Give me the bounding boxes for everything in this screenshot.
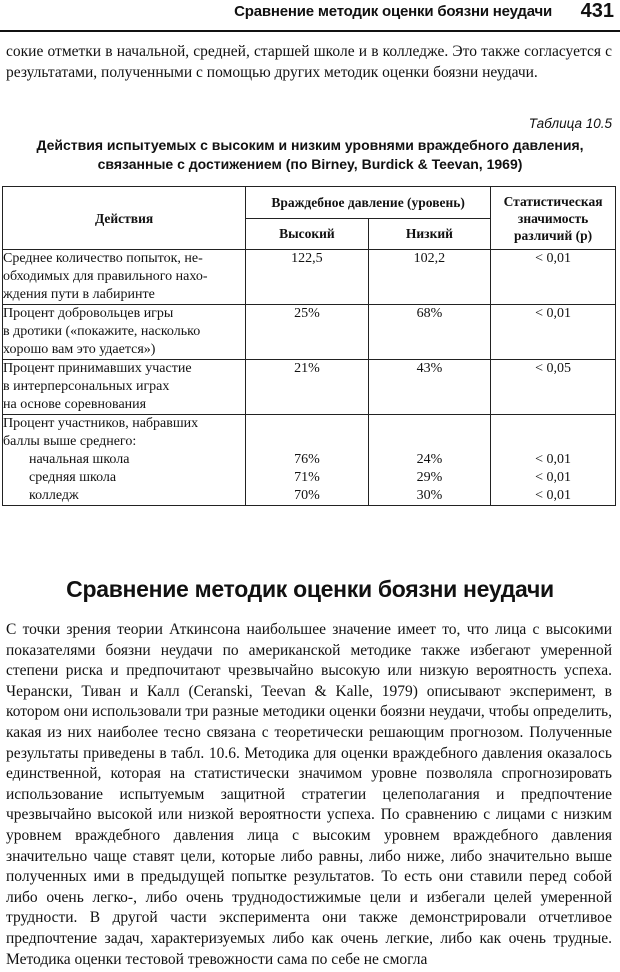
header-actions: Действия <box>3 187 246 250</box>
action-cell <box>3 305 246 360</box>
header-low: Низкий <box>368 218 490 250</box>
table-row <box>3 360 616 415</box>
high-value: 122,5 <box>246 250 369 305</box>
running-header <box>0 0 620 32</box>
sub-row-label: колледж <box>29 488 79 503</box>
low-value: 29% <box>416 470 443 485</box>
high-value: 70% <box>294 488 320 503</box>
section-body-paragraph: С точки зрения теории Аткинсона наибольшее значение имеет то, что лица с высокими показателями боязни неудачи по американской методике также избегают умеренной степени риска и предпочитают чрезвычайно высокую или низкую вероятность успеха. Черански, Тиван и Калл (Ceranski, Teevan & Kalle, 1979) описывают эксперимент, в котором они использовали три разные методики оценки боязни неудачи, чтобы определить, какая из них наиболее тесно связана с теоретически решающим прогнозом. Полученные результаты приведены в табл. 10.6. Методика для оценки враждебного давления оказалось единственной, которая на статистически значимом уровне позволяла спрогнозировать использование испытуемым защитной стратегии целеполагания и предпочтение чрезвычайно высокой или низкой вероятности успеха. По сравнению с лицами с низким уровнем враждебного давления лица с высоким уровнем враждебного давления значительно чаще ставят цели, которые либо равны, либо ниже, либо значительно выше полученных ими в предыдущей попытке результатов. То есть они ставили перед собой либо очень легко-, либо очень труднодостижимые цели и избегали целей умеренной трудности. В другой части эксперимента они также демонстрировали отчетливое предпочтение задач, характеризуемых либо как очень легкие, либо как очень трудные. Методика оценки тестовой тревожности сама по себе не смогла <box>6 621 612 968</box>
action-line: Среднее количество попыток, не- <box>3 251 203 266</box>
low-value: 24% <box>416 452 443 467</box>
group-label-line: Процент участников, набравших <box>3 416 199 431</box>
action-cell <box>3 415 246 506</box>
p-value: < 0,01 <box>535 470 572 485</box>
sub-row-label: начальная школа <box>29 452 130 467</box>
running-title: Сравнение методик оценки боязни неудачи <box>234 3 552 20</box>
page-number: 431 <box>580 0 614 22</box>
low-value: 43% <box>368 360 490 415</box>
action-line: обходимых для правильного нахо- <box>3 269 208 284</box>
high-values <box>246 415 369 506</box>
intro-paragraph: сокие отметки в начальной, средней, старшей школе и в колледже. Это также согласуется с результатами, полученными с помощью других методик оценки боязни неудачи. <box>6 43 612 81</box>
header-significance-line: Статистическая <box>503 193 603 209</box>
high-value: 76% <box>294 452 320 467</box>
table-caption-line: связанные с достижением (по Birney, Burdick & Teevan, 1969) <box>97 156 523 172</box>
action-line: хорошо вам это удается») <box>3 342 156 357</box>
header-high: Высокий <box>246 218 369 250</box>
table-caption <box>10 136 610 174</box>
high-value: 71% <box>294 470 320 485</box>
p-value: < 0,01 <box>491 250 616 305</box>
action-line: на основе соревнования <box>3 397 147 412</box>
table-row <box>3 305 616 360</box>
table-row-group <box>3 415 616 506</box>
action-line: в дротики («покажите, насколько <box>3 324 201 339</box>
p-value: < 0,01 <box>491 305 616 360</box>
high-value: 25% <box>246 305 369 360</box>
action-cell <box>3 360 246 415</box>
action-line: Процент добровольцев игры <box>3 306 174 321</box>
header-significance-line: значимость <box>517 210 589 226</box>
group-label-line: баллы выше среднего: <box>3 434 137 449</box>
low-value: 30% <box>416 488 443 503</box>
section-heading: Сравнение методик оценки боязни неудачи <box>66 576 554 602</box>
action-line: в интерперсональных играх <box>3 379 170 394</box>
p-value: < 0,01 <box>535 452 572 467</box>
low-value: 68% <box>368 305 490 360</box>
sub-row-label: средняя школа <box>29 470 117 485</box>
action-cell <box>3 250 246 305</box>
low-value: 102,2 <box>368 250 490 305</box>
header-significance <box>491 187 616 250</box>
p-value: < 0,01 <box>535 488 572 503</box>
high-value: 21% <box>246 360 369 415</box>
p-values <box>491 415 616 506</box>
p-value: < 0,05 <box>491 360 616 415</box>
table-label: Таблица 10.5 <box>528 116 612 131</box>
action-line: ждения пути в лабиринте <box>3 287 155 302</box>
header-pressure: Враждебное давление (уровень) <box>246 187 491 219</box>
header-significance-line: различий (p) <box>514 227 593 243</box>
low-values <box>368 415 490 506</box>
table-caption-line: Действия испытуемых с высоким и низким уровнями враждебного давления, <box>36 137 584 153</box>
action-line: Процент принимавших участие <box>3 361 192 376</box>
table-row <box>3 250 616 305</box>
results-table <box>2 186 616 506</box>
